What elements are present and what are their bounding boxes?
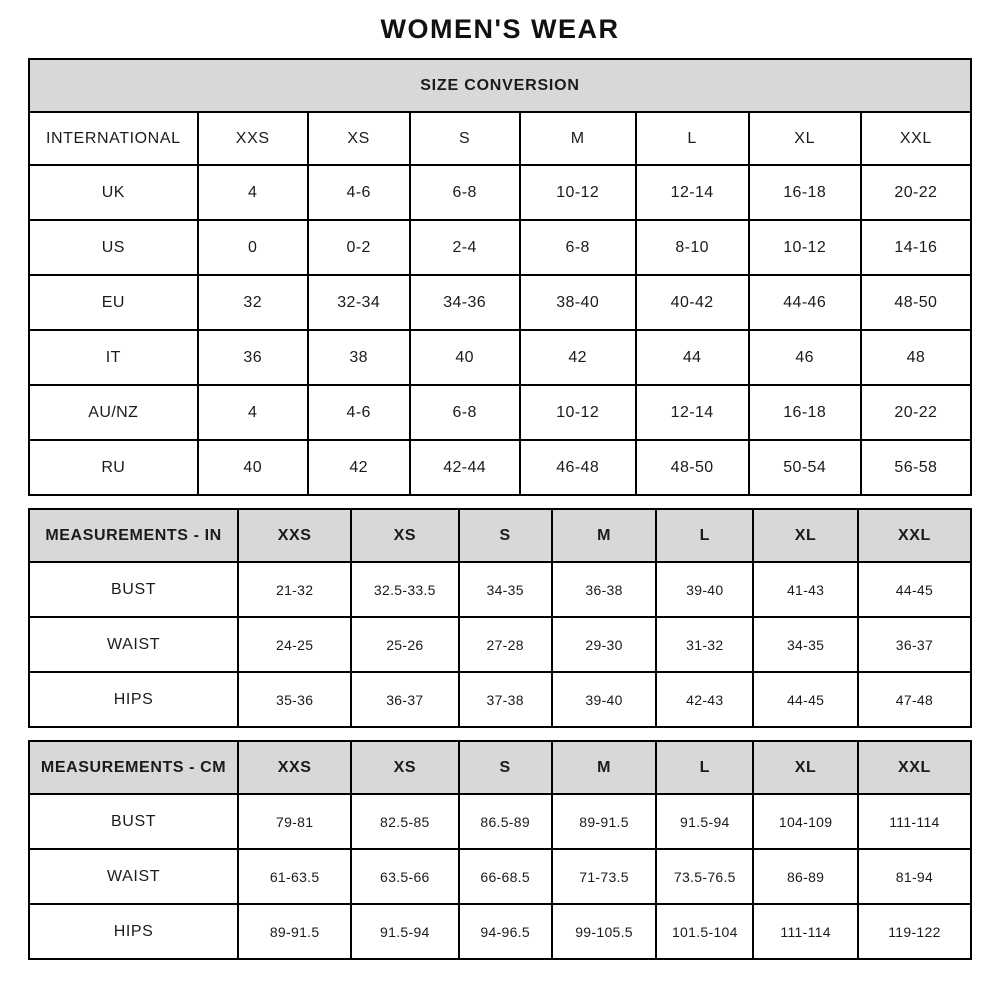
page-title: WOMEN'S WEAR <box>380 14 620 44</box>
size-conversion-banner-row <box>29 59 971 112</box>
measurements-cm-row-waist <box>29 849 971 904</box>
size-conversion-value-cell: 10-12 <box>749 220 861 275</box>
measurements-in-header-cell: M <box>552 509 657 562</box>
measurements-cm-header-cell: MEASUREMENTS - CM <box>29 741 238 794</box>
measurements-in-value-cell: 44-45 <box>753 672 858 727</box>
size-conversion-value-cell: 48 <box>861 330 971 385</box>
size-conversion-value-cell: 36 <box>198 330 308 385</box>
size-conversion-header-cell: XL <box>749 112 861 165</box>
measurements-cm-row-label: BUST <box>29 794 238 849</box>
measurements-cm-value-cell: 104-109 <box>753 794 858 849</box>
measurements-cm-value-cell: 119-122 <box>858 904 971 959</box>
measurements-cm-value-cell: 111-114 <box>753 904 858 959</box>
measurements-in-header-cell: MEASUREMENTS - IN <box>29 509 238 562</box>
measurements-cm-row-label: WAIST <box>29 849 238 904</box>
size-conversion-value-cell: 48-50 <box>636 440 749 495</box>
measurements-cm-value-cell: 82.5-85 <box>351 794 458 849</box>
measurements-cm-header-cell: XXL <box>858 741 971 794</box>
measurements-cm-header-cell: M <box>552 741 657 794</box>
measurements-cm-value-cell: 73.5-76.5 <box>656 849 753 904</box>
measurements-cm-value-cell: 86.5-89 <box>459 794 552 849</box>
measurements-in-value-cell: 21-32 <box>238 562 351 617</box>
measurements-in-value-cell: 27-28 <box>459 617 552 672</box>
measurements-cm-table <box>28 740 972 960</box>
measurements-in-value-cell: 44-45 <box>858 562 971 617</box>
size-conversion-value-cell: 10-12 <box>520 385 636 440</box>
measurements-in-value-cell: 39-40 <box>656 562 753 617</box>
measurements-cm-value-cell: 66-68.5 <box>459 849 552 904</box>
measurements-in-value-cell: 29-30 <box>552 617 657 672</box>
measurements-in-row-bust <box>29 562 971 617</box>
size-conversion-value-cell: 4-6 <box>308 385 410 440</box>
measurements-in-value-cell: 34-35 <box>753 617 858 672</box>
size-conversion-value-cell: 16-18 <box>749 385 861 440</box>
measurements-in-row-label: WAIST <box>29 617 238 672</box>
measurements-cm-value-cell: 86-89 <box>753 849 858 904</box>
size-conversion-header-cell: INTERNATIONAL <box>29 112 198 165</box>
measurements-in-value-cell: 39-40 <box>552 672 657 727</box>
measurements-cm-value-cell: 101.5-104 <box>656 904 753 959</box>
measurements-in-header-cell: XXL <box>858 509 971 562</box>
measurements-in-value-cell: 31-32 <box>656 617 753 672</box>
measurements-cm-value-cell: 91.5-94 <box>351 904 458 959</box>
size-conversion-value-cell: 12-14 <box>636 385 749 440</box>
size-conversion-value-cell: 42-44 <box>410 440 520 495</box>
measurements-in-value-cell: 36-37 <box>351 672 458 727</box>
size-conversion-value-cell: 34-36 <box>410 275 520 330</box>
measurements-in-value-cell: 35-36 <box>238 672 351 727</box>
size-conversion-value-cell: 16-18 <box>749 165 861 220</box>
size-conversion-value-cell: 38-40 <box>520 275 636 330</box>
measurements-in-header-row <box>29 509 971 562</box>
size-conversion-value-cell: 42 <box>520 330 636 385</box>
measurements-in-value-cell: 32.5-33.5 <box>351 562 458 617</box>
size-conversion-value-cell: 46-48 <box>520 440 636 495</box>
measurements-in-value-cell: 34-35 <box>459 562 552 617</box>
size-conversion-header-cell: M <box>520 112 636 165</box>
measurements-cm-header-cell: XXS <box>238 741 351 794</box>
size-conversion-banner: SIZE CONVERSION <box>29 59 971 112</box>
measurements-cm-value-cell: 61-63.5 <box>238 849 351 904</box>
size-conversion-header-cell: XXS <box>198 112 308 165</box>
measurements-cm-value-cell: 99-105.5 <box>552 904 657 959</box>
size-conversion-value-cell: 42 <box>308 440 410 495</box>
size-conversion-value-cell: 12-14 <box>636 165 749 220</box>
measurements-cm-row-hips <box>29 904 971 959</box>
size-conversion-value-cell: 48-50 <box>861 275 971 330</box>
measurements-cm-value-cell: 81-94 <box>858 849 971 904</box>
size-conversion-value-cell: 4-6 <box>308 165 410 220</box>
size-conversion-value-cell: 0-2 <box>308 220 410 275</box>
size-conversion-value-cell: 44-46 <box>749 275 861 330</box>
measurements-cm-row-label: HIPS <box>29 904 238 959</box>
measurements-cm-value-cell: 89-91.5 <box>238 904 351 959</box>
measurements-cm-value-cell: 63.5-66 <box>351 849 458 904</box>
size-conversion-row-label: US <box>29 220 198 275</box>
size-conversion-value-cell: 40 <box>198 440 308 495</box>
size-conversion-value-cell: 40-42 <box>636 275 749 330</box>
size-conversion-row-eu <box>29 275 971 330</box>
measurements-in-value-cell: 42-43 <box>656 672 753 727</box>
size-conversion-row-label: AU/NZ <box>29 385 198 440</box>
size-conversion-header-cell: S <box>410 112 520 165</box>
measurements-in-header-cell: L <box>656 509 753 562</box>
size-conversion-value-cell: 44 <box>636 330 749 385</box>
measurements-in-value-cell: 47-48 <box>858 672 971 727</box>
size-conversion-header-row <box>29 112 971 165</box>
measurements-in-row-label: HIPS <box>29 672 238 727</box>
size-conversion-row-au-nz <box>29 385 971 440</box>
measurements-cm-header-cell: XL <box>753 741 858 794</box>
size-conversion-value-cell: 10-12 <box>520 165 636 220</box>
size-conversion-value-cell: 32 <box>198 275 308 330</box>
measurements-in-row-label: BUST <box>29 562 238 617</box>
measurements-in-header-cell: XS <box>351 509 458 562</box>
size-conversion-value-cell: 8-10 <box>636 220 749 275</box>
measurements-in-value-cell: 36-38 <box>552 562 657 617</box>
size-conversion-value-cell: 14-16 <box>861 220 971 275</box>
size-conversion-row-us <box>29 220 971 275</box>
size-conversion-row-it <box>29 330 971 385</box>
measurements-cm-value-cell: 94-96.5 <box>459 904 552 959</box>
size-conversion-row-label: IT <box>29 330 198 385</box>
size-conversion-row-label: UK <box>29 165 198 220</box>
measurements-cm-value-cell: 89-91.5 <box>552 794 657 849</box>
measurements-cm-value-cell: 91.5-94 <box>656 794 753 849</box>
size-conversion-value-cell: 38 <box>308 330 410 385</box>
size-conversion-value-cell: 20-22 <box>861 165 971 220</box>
measurements-in-header-cell: XL <box>753 509 858 562</box>
size-conversion-table <box>28 58 972 496</box>
size-conversion-row-label: RU <box>29 440 198 495</box>
measurements-cm-row-bust <box>29 794 971 849</box>
size-conversion-value-cell: 20-22 <box>861 385 971 440</box>
size-conversion-value-cell: 6-8 <box>410 165 520 220</box>
measurements-cm-value-cell: 79-81 <box>238 794 351 849</box>
size-conversion-value-cell: 6-8 <box>520 220 636 275</box>
tables-container <box>28 58 972 960</box>
measurements-cm-header-cell: L <box>656 741 753 794</box>
size-conversion-value-cell: 2-4 <box>410 220 520 275</box>
size-conversion-header-cell: XXL <box>861 112 971 165</box>
measurements-in-value-cell: 25-26 <box>351 617 458 672</box>
measurements-cm-header-row <box>29 741 971 794</box>
measurements-cm-value-cell: 71-73.5 <box>552 849 657 904</box>
measurements-cm-header-cell: XS <box>351 741 458 794</box>
measurements-in-value-cell: 36-37 <box>858 617 971 672</box>
measurements-in-value-cell: 24-25 <box>238 617 351 672</box>
measurements-in-row-hips <box>29 672 971 727</box>
size-conversion-value-cell: 4 <box>198 385 308 440</box>
size-conversion-value-cell: 32-34 <box>308 275 410 330</box>
size-conversion-value-cell: 56-58 <box>861 440 971 495</box>
measurements-cm-value-cell: 111-114 <box>858 794 971 849</box>
measurements-in-header-cell: S <box>459 509 552 562</box>
measurements-in-header-cell: XXS <box>238 509 351 562</box>
size-conversion-value-cell: 4 <box>198 165 308 220</box>
size-conversion-header-cell: L <box>636 112 749 165</box>
measurements-in-value-cell: 41-43 <box>753 562 858 617</box>
size-conversion-value-cell: 6-8 <box>410 385 520 440</box>
size-conversion-value-cell: 50-54 <box>749 440 861 495</box>
measurements-cm-header-cell: S <box>459 741 552 794</box>
size-conversion-value-cell: 46 <box>749 330 861 385</box>
size-conversion-row-ru <box>29 440 971 495</box>
size-conversion-value-cell: 0 <box>198 220 308 275</box>
measurements-in-table <box>28 508 972 728</box>
size-conversion-value-cell: 40 <box>410 330 520 385</box>
size-conversion-row-uk <box>29 165 971 220</box>
size-conversion-row-label: EU <box>29 275 198 330</box>
size-conversion-header-cell: XS <box>308 112 410 165</box>
measurements-in-value-cell: 37-38 <box>459 672 552 727</box>
measurements-in-row-waist <box>29 617 971 672</box>
